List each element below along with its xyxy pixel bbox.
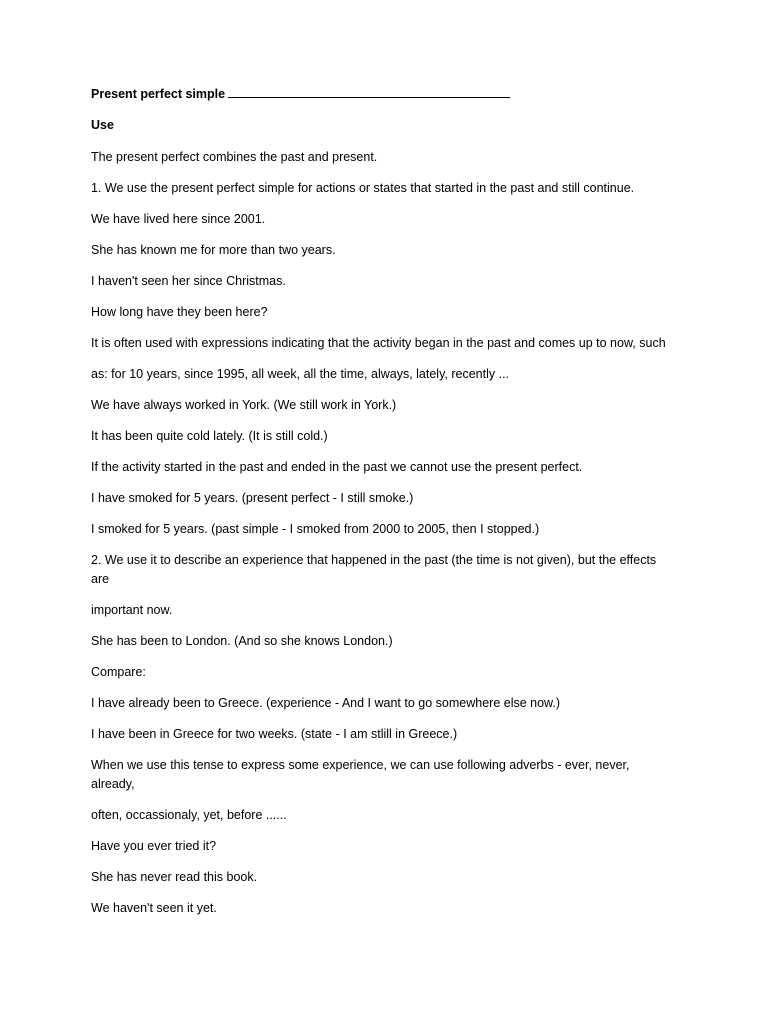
paragraph: I have smoked for 5 years. (present perfect - I still smoke.) (91, 491, 414, 505)
paragraph: The present perfect combines the past and present. (91, 150, 378, 164)
paragraph: We have lived here since 2001. (91, 212, 266, 226)
paragraph: It has been quite cold lately. (It is still cold.) (91, 429, 328, 443)
body-text (91, 148, 672, 918)
paragraph: I have already been to Greece. (experience - And I want to go somewhere else now.) (91, 696, 561, 710)
paragraph: We haven't seen it yet. (91, 901, 217, 915)
paragraph: 1. We use the present perfect simple for actions or states that started in the past and still continue. (91, 181, 635, 195)
paragraph: I haven't seen her since Christmas. (91, 274, 286, 288)
paragraph: I smoked for 5 years. (past simple - I smoked from 2000 to 2005, then I stopped.) (91, 522, 540, 536)
paragraph: How long have they been here? (91, 305, 268, 319)
paragraph: 2. We use it to describe an experience that happened in the past (the time is not given), but the effects are (91, 553, 657, 586)
paragraph: She has known me for more than two years. (91, 243, 336, 257)
paragraph: She has been to London. (And so she knows London.) (91, 634, 393, 648)
paragraph: If the activity started in the past and ended in the past we cannot use the present perfect. (91, 460, 583, 474)
paragraph: Have you ever tried it? (91, 839, 217, 853)
paragraph: Compare: (91, 665, 146, 679)
paragraph: as: for 10 years, since 1995, all week, all the time, always, lately, recently ... (91, 367, 510, 381)
paragraph: I have been in Greece for two weeks. (state - I am stlill in Greece.) (91, 727, 458, 741)
paragraph: We have always worked in York. (We still work in York.) (91, 398, 397, 412)
paragraph: She has never read this book. (91, 870, 258, 884)
title-line (91, 86, 672, 103)
title-underline-rule (228, 86, 510, 98)
section-heading: Use (91, 118, 114, 132)
paragraph: When we use this tense to express some experience, we can use following adverbs - ever, never, already, (91, 758, 630, 791)
page-title: Present perfect simple (91, 87, 226, 101)
paragraph: often, occassionaly, yet, before ...... (91, 808, 287, 822)
paragraph: It is often used with expressions indicating that the activity began in the past and comes up to now, such (91, 336, 666, 350)
paragraph: important now. (91, 603, 173, 617)
